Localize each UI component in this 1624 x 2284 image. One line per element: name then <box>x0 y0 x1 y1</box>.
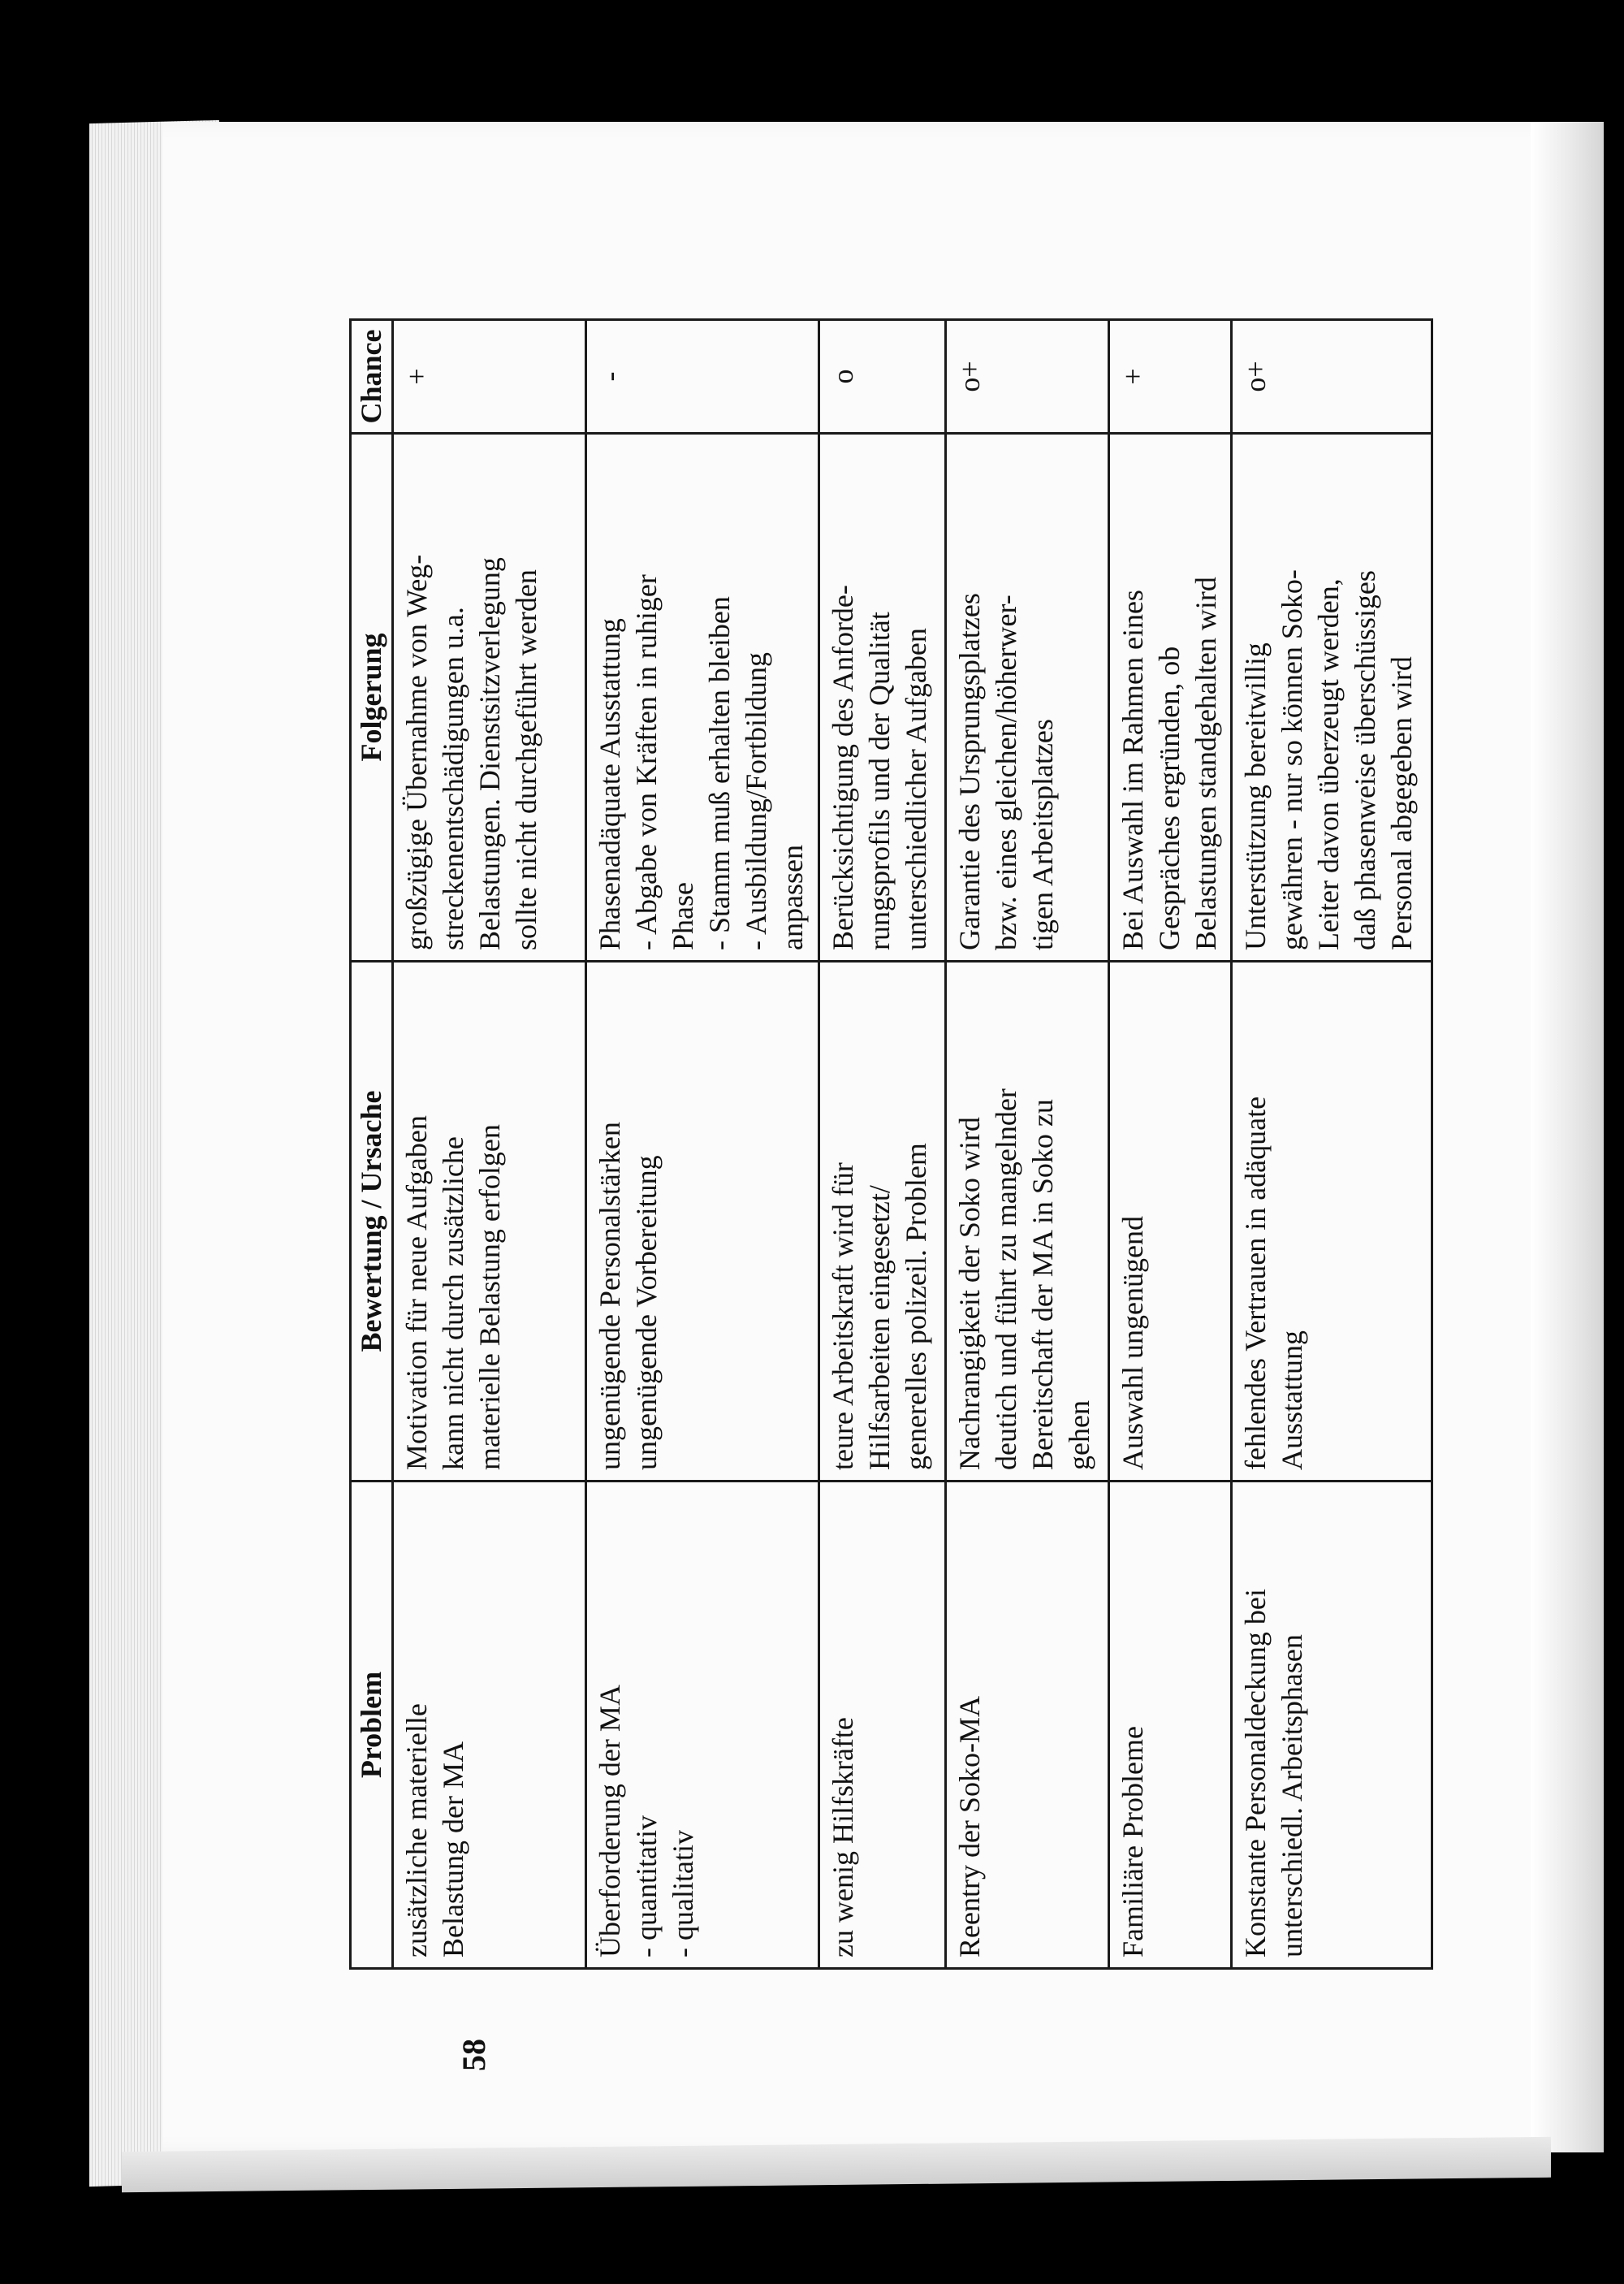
cell-text-line: anpassen <box>775 845 809 950</box>
cell-text-line: Ausstattung <box>1276 1330 1309 1470</box>
cell-text-line: - qualitativ <box>666 1830 699 1957</box>
cell-text-line: Belastungen. Dienstsitzverlegung <box>473 557 506 950</box>
table-row <box>1232 320 1432 1969</box>
cell-text-line: Phasenadäquate Ausstattung <box>593 618 626 950</box>
cell-text-line: tigen Arbeitsplatzes <box>1026 719 1059 950</box>
cell-text-line: Belastung der MA <box>437 1741 469 1957</box>
cell-text-line: Motivation für neue Aufgaben <box>400 1115 433 1470</box>
header-chance: Chance <box>351 320 393 434</box>
cell-text-line: materielle Belastung erfolgen <box>473 1124 506 1470</box>
cell-text-line: Personal abgegeben wird <box>1385 656 1419 950</box>
problem-cell <box>945 1482 1108 1969</box>
table-row <box>945 320 1108 1969</box>
cell-text-line: - Abgabe von Kräften in ruhiger <box>629 574 663 950</box>
bewertung-cell <box>585 962 818 1482</box>
bewertung-cell <box>1109 962 1232 1482</box>
cell-text-line: gewähren - nur so können Soko- <box>1276 569 1309 950</box>
bewertung-cell <box>945 962 1108 1482</box>
cell-text-line: Bei Auswahl im Rahmen eines <box>1116 590 1150 950</box>
cell-text-line: Konstante Personaldeckung bei <box>1239 1589 1272 1957</box>
cell-text-line: - Ausbildung/Fortbildung <box>739 651 772 950</box>
header-bewertung: Bewertung / Ursache <box>351 962 393 1482</box>
cell-text-line: generelles polizeil. Problem <box>899 1143 932 1470</box>
cell-text-line: rungsprofils und der Qualität <box>862 612 896 950</box>
cell-text-line: - Stamm muß erhalten bleiben <box>702 596 736 950</box>
cell-text-line: Unterstützung bereitwillig <box>1239 642 1272 950</box>
chance-cell: + <box>393 320 586 434</box>
bewertung-cell <box>818 962 945 1482</box>
bewertung-cell <box>393 962 586 1482</box>
cell-text-line: Reentry der Soko-MA <box>952 1696 986 1957</box>
table-header-row <box>351 320 393 1969</box>
chance-cell: o+ <box>1232 320 1432 434</box>
cell-text-line: Garantie des Ursprungsplatzes <box>952 593 986 950</box>
folgerung-cell <box>393 434 586 962</box>
cell-text-line: daß phasenweise überschüssiges <box>1349 570 1382 950</box>
cell-text-line: ungenügende Vorbereitung <box>629 1155 663 1470</box>
cell-text-line: Auswahl ungenügend <box>1116 1216 1150 1470</box>
cell-text-line: unterschiedl. Arbeitsphasen <box>1276 1634 1309 1957</box>
table-row <box>1109 320 1232 1969</box>
cell-text-line: Leiter davon überzeugt werden, <box>1312 578 1345 950</box>
cell-text-line: großzügige Übernahme von Weg- <box>400 554 433 950</box>
cell-text-line: gehen <box>1062 1400 1095 1470</box>
folgerung-cell <box>585 434 818 962</box>
problem-table <box>349 318 1433 1970</box>
cell-text-line: zu wenig Hilfskräfte <box>826 1717 859 1957</box>
chance-cell: o <box>818 320 945 434</box>
cell-text-line: Hilfsarbeiten eingesetzt/ <box>862 1185 896 1470</box>
cell-text-line: Familiäre Probleme <box>1116 1726 1150 1957</box>
chance-cell: o+ <box>945 320 1108 434</box>
chance-cell: + <box>1109 320 1232 434</box>
problem-cell <box>1109 1482 1232 1969</box>
cell-text-line: Gespräches ergründen, ob <box>1153 646 1186 950</box>
header-problem: Problem <box>351 1482 393 1969</box>
folgerung-cell <box>945 434 1108 962</box>
problem-cell <box>1232 1482 1432 1969</box>
page-right-edge <box>1531 122 1604 2152</box>
cell-text-line: teure Arbeitskraft wird für <box>826 1162 859 1470</box>
cell-text-line: Bereitschaft der MA in Soko zu <box>1026 1099 1059 1470</box>
cell-text-line: - quantitativ <box>629 1815 663 1957</box>
cell-text-line: fehlendes Vertrauen in adäquate <box>1239 1096 1272 1470</box>
table-row <box>393 320 586 1969</box>
cell-text-line: Überforderung der MA <box>593 1685 626 1957</box>
bewertung-cell <box>1232 962 1432 1482</box>
cell-text-line: Phase <box>666 882 699 950</box>
problem-cell <box>393 1482 586 1969</box>
page-number: 58 <box>456 2039 492 2071</box>
problem-cell <box>585 1482 818 1969</box>
chance-cell: - <box>585 320 818 434</box>
cell-text-line: streckenentschädigungen u.a. <box>437 607 469 950</box>
cell-text-line: deutich und führt zu mangelnder <box>989 1088 1022 1470</box>
cell-text-line: Berücksichtigung des Anforde- <box>826 585 859 950</box>
cell-text-line: zusätzliche materielle <box>400 1703 433 1957</box>
cell-text-line: Nachrangigkeit der Soko wird <box>952 1117 986 1470</box>
header-folgerung: Folgerung <box>351 434 393 962</box>
cell-text-line: bzw. eines gleichen/höherwer- <box>989 595 1022 950</box>
cell-text-line: ungenügende Personalstärken <box>593 1122 626 1470</box>
table-container <box>349 321 1433 1970</box>
table-row <box>818 320 945 1969</box>
cell-text-line: kann nicht durch zusätzliche <box>437 1136 469 1470</box>
cell-text-line: unterschiedlicher Aufgaben <box>899 628 932 950</box>
table-row <box>585 320 818 1969</box>
folgerung-cell <box>1109 434 1232 962</box>
cell-text-line: Belastungen standgehalten wird <box>1190 577 1223 950</box>
folgerung-cell <box>1232 434 1432 962</box>
folgerung-cell <box>818 434 945 962</box>
problem-cell <box>818 1482 945 1969</box>
cell-text-line: sollte nicht durchgeführt werden <box>510 569 542 950</box>
